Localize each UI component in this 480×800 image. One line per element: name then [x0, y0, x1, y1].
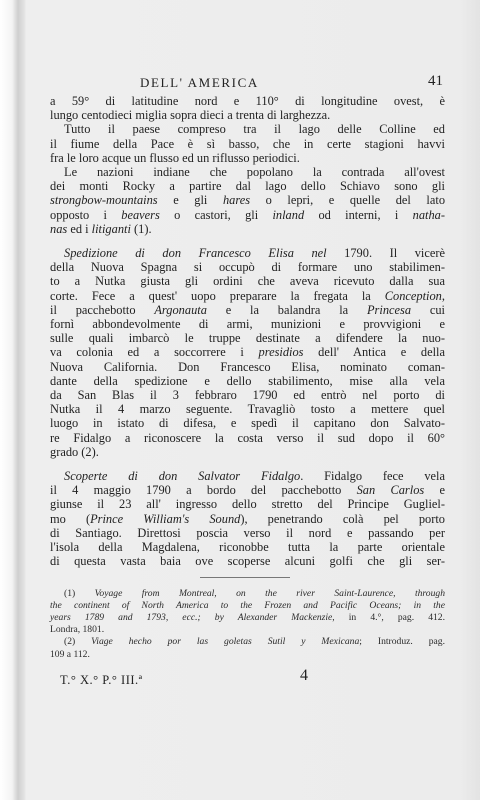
italic-term: litiganti [91, 221, 131, 236]
text-line: to a Nutka giusta gli ordini che aveva ricevuto dalla sua [50, 274, 445, 289]
text-run: opposto i [50, 207, 122, 222]
text-line [50, 469, 445, 483]
text-line [50, 222, 445, 236]
footnote-line [50, 636, 445, 648]
italic-title: Viage hecho por las goletas Sutil y Mexicana [91, 636, 360, 648]
paragraph-4 [50, 246, 445, 459]
text-line [50, 246, 445, 260]
text-run: e gli [157, 193, 223, 208]
text-run: mo ( [50, 511, 91, 526]
text-run: o castori, gli [159, 207, 273, 222]
text-run: o lepri, e quelle del lato [250, 193, 446, 208]
footnote-line [50, 588, 445, 600]
text-run: (1). [130, 221, 152, 236]
text-line: Tutto il paese compreso tra il lago delle Colline ed [64, 122, 445, 137]
text-run: (2) [64, 636, 92, 648]
text-line [50, 512, 445, 526]
italic-title: Voyage from Montreal, on the river Saint-Laurence, through [94, 587, 445, 599]
italic-term: nas [50, 221, 68, 236]
text-run: ; Introduz. pag. [359, 636, 445, 648]
text-run: od interni, i [304, 207, 413, 222]
printer-signature [50, 666, 445, 691]
text-run: corte. Fece a quest' uopo preparare la fregata la [50, 288, 385, 303]
page-body [50, 70, 445, 691]
text-run: dell' Antica e della [303, 345, 445, 360]
text-line [50, 483, 445, 497]
text-run: il 4 maggio 1790 a bordo del pacchebotto [50, 483, 357, 498]
italic-term: San Carlos [356, 483, 425, 498]
section-heading: Spedizione di don Francesco Elisa nel [64, 246, 327, 261]
italic-term: strongbow-mountains [50, 193, 158, 208]
text-line: fra le loro acque un flusso ed un riflusso periodici. [50, 150, 300, 165]
text-line [50, 289, 445, 303]
text-line: a 59° di latitudine nord e 110° di longitudine ovest, è [50, 94, 445, 108]
text-line: di questa vasta baia ove scoperse alcuni golfi che gli ser- [50, 554, 445, 569]
binding-shadow [0, 0, 26, 800]
text-line [50, 193, 445, 207]
italic-term: Argonauta [154, 302, 207, 317]
paragraph-2 [50, 122, 445, 165]
footnote-separator [200, 577, 290, 578]
text-line [50, 208, 445, 222]
italic-term: natha- [412, 207, 445, 222]
text-line: della Nuova Spagna si occupò di formare uno stabilimen- [50, 260, 445, 275]
italic-term: inland [272, 207, 305, 222]
text-line: il fiume della Pace è sì basso, che in certe stagioni havvi [50, 136, 445, 151]
text-run: . Fidalgo fece vela [300, 469, 446, 484]
text-line: l'isola della Magdalena, riconobbe tutta la parte orientale [50, 540, 445, 555]
text-run: 1790. Il vicerè [326, 246, 445, 261]
text-line: Nuova California. Don Francesco Elisa, nominato coman- [50, 359, 445, 374]
paragraph-3 [50, 165, 445, 236]
text-line: re Fidalgo a riconoscere la costa verso il sud dopo il 60° [50, 430, 445, 445]
section-heading: Scoperte di don Salvator Fidalgo [64, 469, 301, 484]
italic-term: Conception [384, 288, 442, 303]
footnote-line: Londra, 1801. [50, 624, 105, 636]
italic-term: presidios [258, 345, 304, 360]
footnote-line: 109 a 112. [50, 648, 90, 660]
text-line: giunse il 23 all' ingresso dello stretto del Principe Gugliel- [50, 497, 445, 512]
running-head-title: DELL' AMERICA [140, 75, 259, 90]
footnotes [50, 588, 445, 661]
text-run: ed i [67, 221, 92, 236]
text-line: Nutka il 4 marzo seguente. Travagliò tosto a mettere quel [50, 402, 445, 417]
italic-title: years 1789 and 1793, ecc.; by Alexander Mackenzie [50, 611, 333, 623]
text-line: sulle quali imbarcò le truppe destinate a difendere la nuo- [50, 331, 445, 346]
paragraph-1 [50, 94, 445, 122]
footnote-line [50, 600, 445, 612]
text-line [50, 345, 445, 359]
text-line: di Santiago. Direttosi poscia verso il nord e passando per [50, 525, 445, 540]
text-run: e la balandra la [206, 302, 367, 317]
italic-term: Prince William's Sound [90, 511, 241, 526]
text-run: (1) [64, 587, 95, 599]
signature-mark: T.° X.° P.° III.ª [60, 672, 143, 687]
italic-term: Princesa [366, 302, 412, 317]
running-head [50, 70, 445, 90]
text-line [50, 303, 445, 317]
text-line: grado (2). [50, 444, 99, 459]
italic-title: the continent of North America to the Frozen and Pacific Oceans; in the [50, 599, 445, 611]
text-line: da San Blas il 3 febbraro 1790 ed entrò nel porto di [50, 388, 445, 403]
signature-number: 4 [300, 666, 308, 684]
text-line: luogo in istato di difesa, e spedì il capitano don Salvato- [50, 416, 445, 431]
paragraph-5 [50, 469, 445, 568]
text-line: Le nazioni indiane che popolano la contrada all'ovest [64, 165, 445, 180]
text-run: ), penetrando colà pel porto [240, 511, 445, 526]
italic-term: beavers [121, 207, 160, 222]
text-run: , [441, 288, 445, 303]
text-run: va colonia ed a soccorrere i [50, 345, 259, 360]
footnote-line [50, 612, 445, 624]
text-run: il pacchebotto [50, 302, 155, 317]
text-run: e [424, 483, 445, 498]
text-line: dante della spedizione e dello stabilimento, mise alla vela [50, 373, 445, 388]
page-number: 41 [428, 73, 443, 89]
text-run: , in 4.°, pag. 412. [332, 611, 445, 623]
text-line: dei monti Rocky a partire dal lago dello Schiavo sono gli [50, 179, 445, 194]
italic-term: hares [222, 193, 251, 208]
text-line: lungo centodieci miglia sopra dieci a trenta di larghezza. [50, 108, 331, 123]
text-run: cui [411, 302, 445, 317]
text-line: fornì abbondevolmente di armi, munizioni e provvigioni e [50, 317, 445, 332]
